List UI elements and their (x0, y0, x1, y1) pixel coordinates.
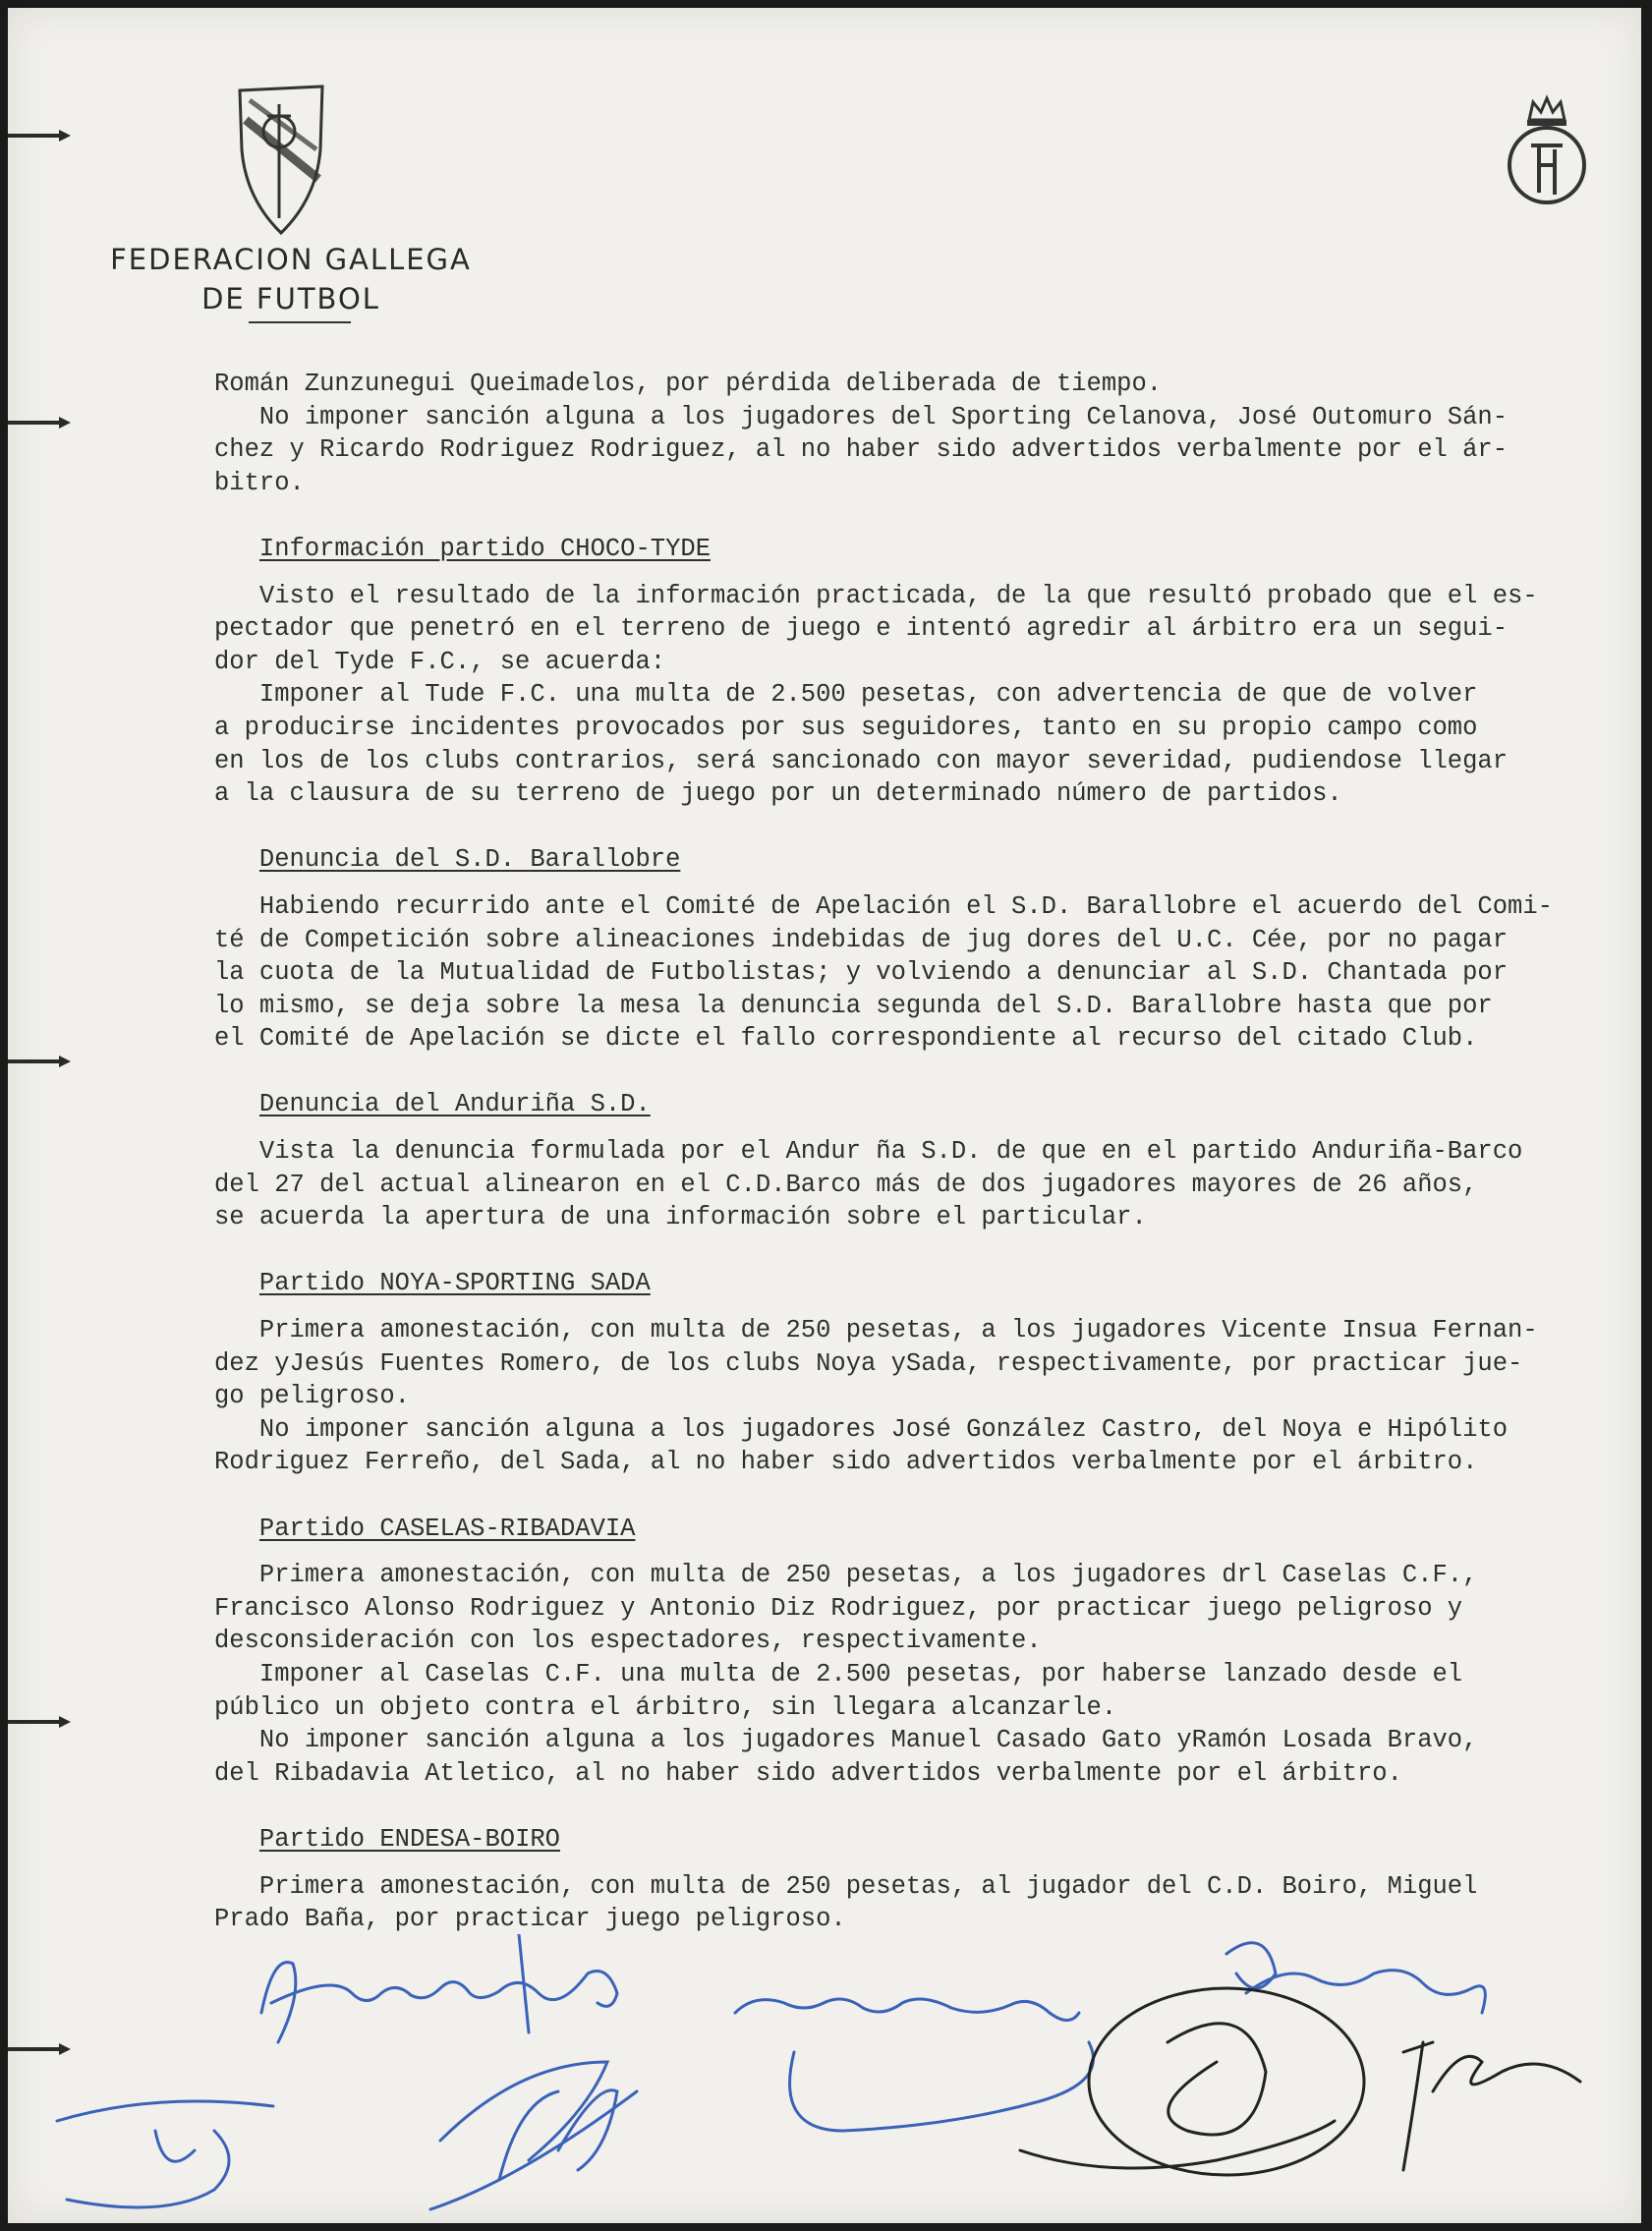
text-line: del 27 del actual alinearon en el C.D.Barco más de dos jugadores mayores de 26 años, (214, 1170, 1478, 1199)
section-heading (214, 533, 1641, 566)
text-line: chez y Ricardo Rodriguez Rodriguez, al no haber sido advertidos verbalmente por el ár- (214, 435, 1509, 465)
heading-gap (214, 877, 1641, 890)
text-line: Imponer al Tude F.C. una multa de 2.500 pesetas, con advertencia de que de volver (214, 680, 1478, 710)
text-line: dez yJesús Fuentes Romero, de los clubs Noya ySada, respectivamente, por practicar jue- (214, 1348, 1523, 1378)
text-line: Francisco Alonso Rodriguez y Antonio Diz Rodriguez, por practicar juego peligroso y (214, 1593, 1463, 1623)
binder-mark (8, 134, 61, 138)
section-heading-text: Denuncia del Anduriña S.D. (258, 1090, 651, 1119)
section-heading (214, 1513, 1641, 1546)
text-line: No imponer sanción alguna a los jugadores Manuel Casado Gato yRamón Losada Bravo, (214, 1726, 1478, 1755)
text-line: Primera amonestación, con multa de 250 pesetas, al jugador del C.D. Boiro, Miguel (214, 1871, 1478, 1901)
text-line: Primera amonestación, con multa de 250 pesetas, a los jugadores drl Caselas C.F., (214, 1561, 1478, 1590)
text-line: del Ribadavia Atletico, al no haber sido advertidos verbalmente por el árbitro. (214, 1758, 1402, 1788)
organization-name (85, 240, 497, 318)
binder-mark (8, 1059, 61, 1063)
paragraph-gap (214, 1056, 1641, 1089)
section-heading (214, 1267, 1641, 1300)
text-line: el Comité de Apelación se dicte el fallo correspondiente al recurso del citado Club. (214, 1024, 1478, 1054)
section-heading-text: Partido NOYA-SPORTING SADA (258, 1269, 651, 1298)
text-line: No imponer sanción alguna a los jugadores del Sporting Celanova, José Outomuro Sán- (214, 402, 1509, 431)
section-heading-text: Denuncia del S.D. Barallobre (258, 845, 681, 875)
paragraph-gap (214, 1790, 1641, 1823)
text-line: Primera amonestación, con multa de 250 pesetas, a los jugadores Vicente Insua Fernan- (214, 1316, 1538, 1345)
heading-gap (214, 1545, 1641, 1559)
federation-shield-icon (232, 81, 330, 238)
text-line: la cuota de la Mutualidad de Futbolistas; y volviendo a denunciar al S.D. Chantada por (214, 958, 1509, 988)
heading-gap (214, 1300, 1641, 1314)
text-line: Rodriguez Ferreño, del Sada, al no haber sido advertidos verbalmente por el árbitro. (214, 1448, 1478, 1477)
text-line: dor del Tyde F.C., se acuerda: (214, 647, 666, 676)
text-line: Visto el resultado de la información practicada, de la que resultó probado que el es- (214, 581, 1538, 610)
text-line: en los de los clubs contrarios, será sancionado con mayor severidad, pudiendose llegar (214, 746, 1509, 775)
org-line-2: DE FUTBOL (201, 282, 380, 315)
heading-gap (214, 1857, 1641, 1870)
binder-mark (8, 421, 61, 425)
text-line: desconsideración con los espectadores, respectivamente. (214, 1627, 1042, 1656)
document-page (8, 8, 1641, 2223)
section-heading (214, 843, 1641, 877)
text-line: lo mismo, se deja sobre la mesa la denuncia segunda del S.D. Barallobre hasta que por (214, 991, 1493, 1020)
text-line: Román Zunzunegui Queimadelos, por pérdida deliberada de tiempo. (214, 370, 1163, 398)
divider (249, 321, 351, 323)
text-line: a la clausura de su terreno de juego por un determinado número de partidos. (214, 779, 1342, 809)
text-line: a producirse incidentes provocados por sus seguidores, tanto en su propio campo como (214, 713, 1478, 742)
section-heading-text: Información partido CHOCO-TYDE (258, 534, 711, 563)
org-line-1: FEDERACION GALLEGA (110, 243, 472, 276)
text-line: bitro. (214, 468, 305, 497)
section-heading-text: Partido CASELAS-RIBADAVIA (258, 1514, 636, 1543)
text-line: público un objeto contra el árbitro, sin llegara alcanzarle. (214, 1692, 1117, 1722)
signature-marks (8, 1934, 1641, 2223)
section-heading-text: Partido ENDESA-BOIRO (258, 1824, 560, 1854)
heading-gap (214, 1121, 1641, 1135)
text-line: Prado Baña, por practicar juego peligroso. (214, 1905, 846, 1934)
text-line: Imponer al Caselas C.F. una multa de 2.500 pesetas, por haberse lanzado desde el (214, 1659, 1463, 1688)
paragraph-gap (214, 1479, 1641, 1513)
document-body (214, 368, 1641, 1936)
text-line: go peligroso. (214, 1382, 410, 1411)
text-line: Vista la denuncia formulada por el Andur ña S.D. de que en el partido Anduriña-Barco (214, 1137, 1523, 1167)
binder-mark (8, 1720, 61, 1724)
text-line: se acuerda la apertura de una información sobre el particular. (214, 1203, 1147, 1232)
paragraph-gap (214, 811, 1641, 844)
text-line: pectador que penetró en el terreno de juego e intentó agredir al árbitro era un segui- (214, 614, 1509, 644)
crown-emblem-icon (1500, 90, 1594, 208)
section-heading (214, 1088, 1641, 1121)
section-heading (214, 1823, 1641, 1857)
text-line: té de Competición sobre alineaciones indebidas de jug dores del U.C. Cée, por no pagar (214, 925, 1509, 954)
text-line: No imponer sanción alguna a los jugadores José González Castro, del Noya e Hipólito (214, 1414, 1509, 1444)
heading-gap (214, 566, 1641, 580)
text-line: Habiendo recurrido ante el Comité de Apelación el S.D. Barallobre el acuerdo del Comi- (214, 891, 1553, 921)
paragraph-gap (214, 1234, 1641, 1268)
paragraph-gap (214, 499, 1641, 533)
